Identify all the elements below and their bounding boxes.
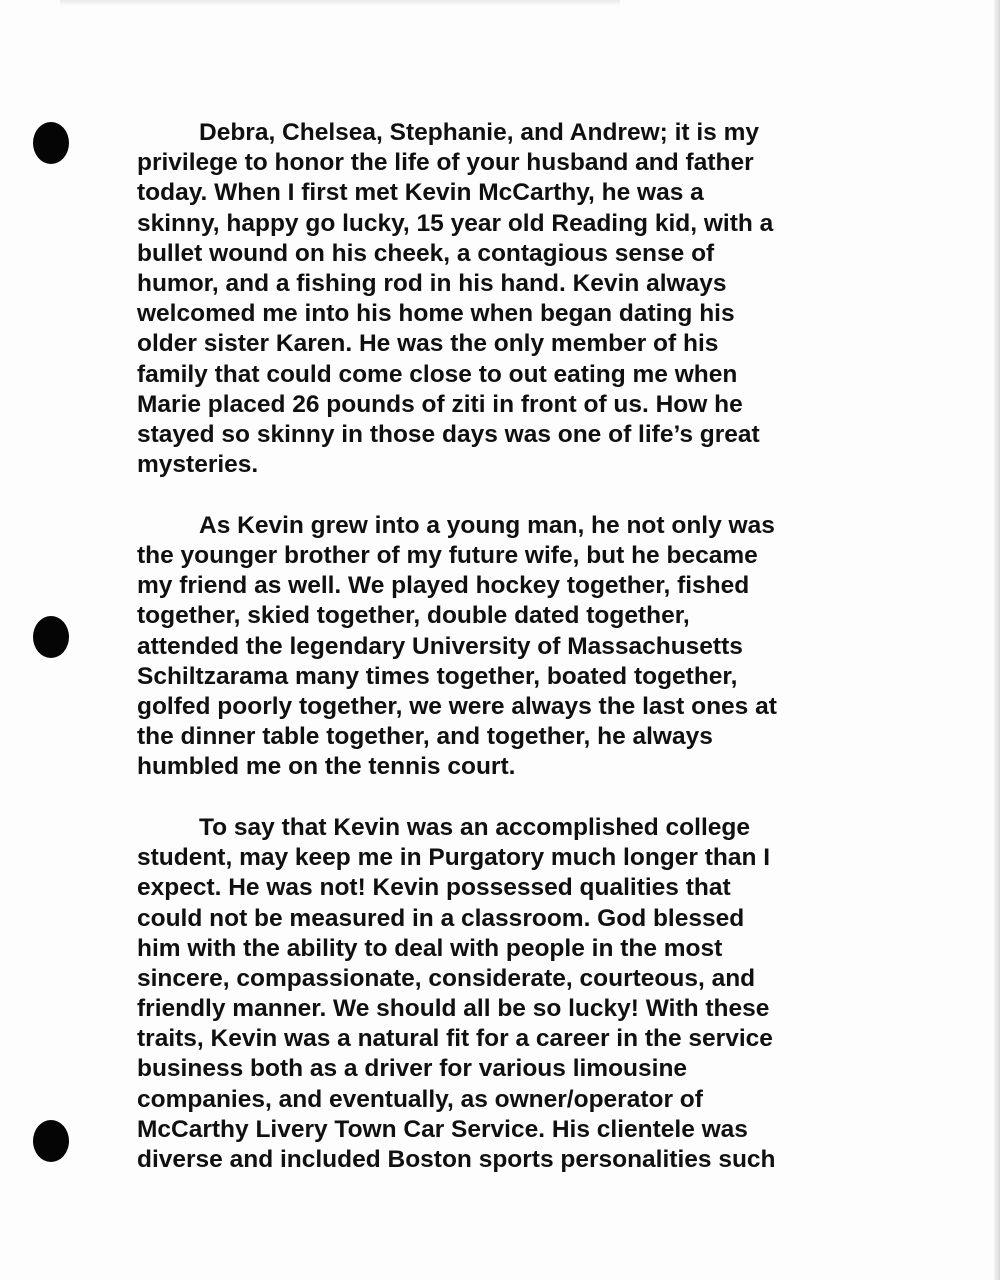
- paragraph-1: [137, 118, 857, 480]
- paragraph-2: [137, 511, 857, 783]
- text-line: mysteries.: [137, 451, 259, 479]
- text-line: bullet wound on his cheek, a contagious sense of: [137, 239, 715, 267]
- text-line: expect. He was not! Kevin possessed qualities that: [137, 874, 731, 902]
- binder-hole-bottom: [33, 1120, 69, 1162]
- text-line: student, may keep me in Purgatory much longer than I: [137, 844, 771, 872]
- text-line: business both as a driver for various limousine: [137, 1055, 688, 1083]
- scan-smudge: [60, 0, 620, 6]
- text-line: Marie placed 26 pounds of ziti in front of us. How he: [137, 390, 743, 418]
- text-line: To say that Kevin was an accomplished college: [199, 813, 750, 841]
- text-line: Debra, Chelsea, Stephanie, and Andrew; it is my: [199, 119, 760, 146]
- text-line: skinny, happy go lucky, 15 year old Reading kid, with a: [137, 209, 774, 237]
- page-edge-shadow: [994, 0, 1000, 1280]
- text-line: McCarthy Livery Town Car Service. His clientele was: [137, 1115, 748, 1143]
- binder-hole-middle: [33, 616, 69, 658]
- paragraph-3: [137, 813, 857, 1175]
- text-line: traits, Kevin was a natural fit for a career in the service: [137, 1025, 773, 1053]
- text-line: my friend as well. We played hockey together, fished: [137, 572, 750, 600]
- text-line: older sister Karen. He was the only member of his: [137, 330, 719, 358]
- text-line: together, skied together, double dated together,: [137, 602, 690, 630]
- text-line: stayed so skinny in those days was one of life’s great: [137, 420, 760, 448]
- binder-hole-top: [33, 122, 69, 164]
- text-line: Schiltzarama many times together, boated together,: [137, 662, 738, 690]
- text-line: diverse and included Boston sports personalities such: [137, 1146, 776, 1173]
- text-line: sincere, compassionate, considerate, courteous, and: [137, 964, 756, 992]
- text-line: today. When I first met Kevin McCarthy, he was a: [137, 179, 704, 207]
- text-line: golfed poorly together, we were always the last ones at: [137, 692, 777, 720]
- text-line: could not be measured in a classroom. God blessed: [137, 904, 745, 932]
- text-line: the dinner table together, and together, he always: [137, 723, 713, 751]
- eulogy-text: [137, 118, 857, 1206]
- text-line: the younger brother of my future wife, but he became: [137, 541, 758, 569]
- text-line: As Kevin grew into a young man, he not only was: [199, 511, 775, 539]
- text-line: attended the legendary University of Massachusetts: [137, 632, 743, 660]
- text-line: humbled me on the tennis court.: [137, 753, 516, 781]
- text-line: companies, and eventually, as owner/operator of: [137, 1085, 703, 1113]
- text-line: family that could come close to out eating me when: [137, 360, 738, 388]
- text-line: him with the ability to deal with people in the most: [137, 934, 723, 962]
- text-line: humor, and a fishing rod in his hand. Kevin always: [137, 269, 727, 297]
- text-line: privilege to honor the life of your husband and father: [137, 149, 754, 177]
- text-line: welcomed me into his home when began dating his: [137, 300, 735, 328]
- text-line: friendly manner. We should all be so lucky! With these: [137, 995, 770, 1023]
